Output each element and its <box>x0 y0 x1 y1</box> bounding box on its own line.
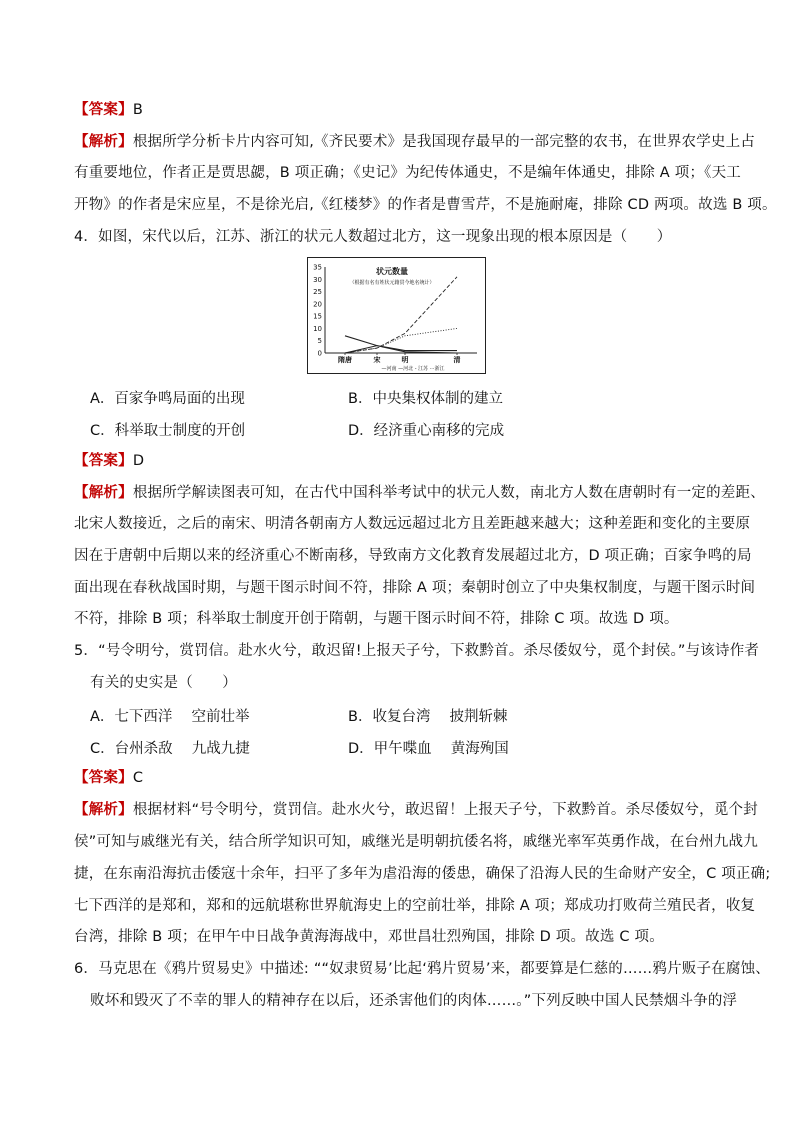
y-tick-label: 30 <box>313 275 322 284</box>
y-tick-label: 20 <box>313 300 322 309</box>
answer-value: D <box>132 453 145 469</box>
q4-analysis-line-1 <box>74 483 765 503</box>
q5-option-b: B．收复台湾 披荆斩棘 <box>348 709 508 725</box>
answer-value: B <box>132 102 143 118</box>
y-tick-label: 15 <box>313 312 322 321</box>
analysis-tag: 【解析】 <box>74 485 133 501</box>
answer-value: C <box>132 770 144 786</box>
analysis-text: 根据所学分析卡片内容可知,《齐民要术》是我国现存最早的一部完整的农书，在世界农学史上占 <box>132 134 756 150</box>
q6-stem-line-2: 败坏和毁灭了不幸的罪人的精神存在以后，还杀害他们的肉体……。”下列反映中国人民禁烟斗争的浮 <box>90 993 738 1009</box>
q3-answer <box>74 100 724 120</box>
x-tick-label: 明 <box>401 356 409 364</box>
q3-analysis-line-3: 开物》的作者是宋应星，不是徐光启,《红楼梦》的作者是曹雪芹，不是施耐庵，排除 CD 两项。故选 B 项。 <box>74 197 777 213</box>
q5-analysis-line-1 <box>74 800 758 820</box>
analysis-text: 根据所学解读图表可知，在古代中国科举考试中的状元人数，南北方人数在唐朝时有一定的差距、 <box>132 485 765 501</box>
q4-answer <box>74 451 724 471</box>
q4-analysis-line-4: 面出现在春秋战国时期，与题干图示时间不符，排除 A 项；秦朝时创立了中央集权制度，与题干图示时间 <box>74 580 756 596</box>
q5-analysis-line-4: 七下西洋的是郑和，郑和的远航堪称世界航海史上的空前壮举，排除 A 项；郑成功打败荷兰殖民者，收复 <box>74 898 756 914</box>
analysis-text: 根据材料“号令明兮，赏罚信。赴水火兮，敢迟留！上报天子兮，下救黔首。杀尽倭奴兮，觅个封 <box>132 802 758 818</box>
y-tick-label: 5 <box>317 337 322 346</box>
y-tick-label: 25 <box>313 288 322 297</box>
q5-answer <box>74 768 724 788</box>
q4-chart <box>307 257 486 374</box>
q4-option-d: D．经济重心南移的完成 <box>348 423 505 439</box>
q4-option-b: B．中央集权体制的建立 <box>348 391 503 407</box>
q4-analysis-line-2: 北宋人数接近，之后的南宋、明清各朝南方人数远远超过北方且差距越来越大；这种差距和变化的主要原 <box>74 516 751 532</box>
q5-option-d: D．甲午喋血 黄海殉国 <box>348 741 509 757</box>
q5-analysis-line-3: 捷，在东南沿海抗击倭寇十余年，扫平了多年为虐沿海的倭患，确保了沿海人民的生命财产安全，C 项正确; <box>74 866 771 882</box>
q5-stem-line-1: 5．“号令明兮，赏罚信。赴水火兮，敢迟留!上报天子兮，下救黔首。杀尽倭奴兮，觅个封侯。”与该诗作者 <box>74 643 760 659</box>
y-tick-label: 35 <box>313 263 322 272</box>
y-tick-label: 0 <box>317 349 322 358</box>
chart-legend: —河南 —河北 - 江苏 ···浙江 <box>381 366 445 372</box>
y-tick-label: 10 <box>313 324 322 333</box>
q5-option-a: A．七下西洋 空前壮举 <box>90 709 250 725</box>
chart-subtitle: （根据有名有姓状元籍贯今地名统计） <box>349 280 435 286</box>
analysis-tag: 【解析】 <box>74 802 133 818</box>
q4-analysis-line-5: 不符，排除 B 项；科举取士制度开创于隋朝，与题干图示时间不符，排除 C 项。故选 D 项。 <box>74 611 679 627</box>
x-tick-label: 宋 <box>373 356 381 364</box>
answer-tag: 【答案】 <box>74 453 133 469</box>
q3-analysis-line-2: 有重要地位，作者正是贾思勰，B 项正确；《史记》为纪传体通史，不是编年体通史，排除 A 项；《天工 <box>74 165 741 181</box>
q4-stem: 4．如图，宋代以后，江苏、浙江的状元人数超过北方，这一现象出现的根本原因是（ ） <box>74 229 672 245</box>
analysis-tag: 【解析】 <box>74 134 133 150</box>
x-tick-label: 隋唐 <box>338 356 352 364</box>
line-chart <box>307 257 486 374</box>
chart-title: 状元数量 <box>376 267 408 276</box>
q6-stem-line-1: 6．马克思在《鸦片贸易史》中描述: ““奴隶贸易’比起‘鸦片贸易’来，都要算是仁慈的……鸦片贩子在腐蚀、 <box>74 961 770 977</box>
answer-tag: 【答案】 <box>74 770 133 786</box>
q4-option-c: C．科举取士制度的开创 <box>90 423 246 439</box>
answer-tag: 【答案】 <box>74 102 133 118</box>
q5-stem-line-2: 有关的史实是（ ） <box>90 675 237 691</box>
q5-analysis-line-2: 侯”可知与戚继光有关，结合所学知识可知，戚继光是明朝抗倭名将，戚继光率军英勇作战，在台州九战九 <box>74 834 758 850</box>
q5-analysis-line-5: 台湾，排除 B 项；在甲午中日战争黄海海战中，邓世昌壮烈殉国，排除 D 项。故选 C 项。 <box>74 929 664 945</box>
q3-analysis-line-1 <box>74 132 756 152</box>
q4-analysis-line-3: 因在于唐朝中后期以来的经济重心不断南移，导致南方文化教育发展超过北方，D 项正确；百家争鸣的局 <box>74 548 752 564</box>
q5-option-c: C．台州杀敌 九战九捷 <box>90 741 250 757</box>
q4-option-a: A．百家争鸣局面的出现 <box>90 391 245 407</box>
x-tick-label: 清 <box>453 356 461 364</box>
